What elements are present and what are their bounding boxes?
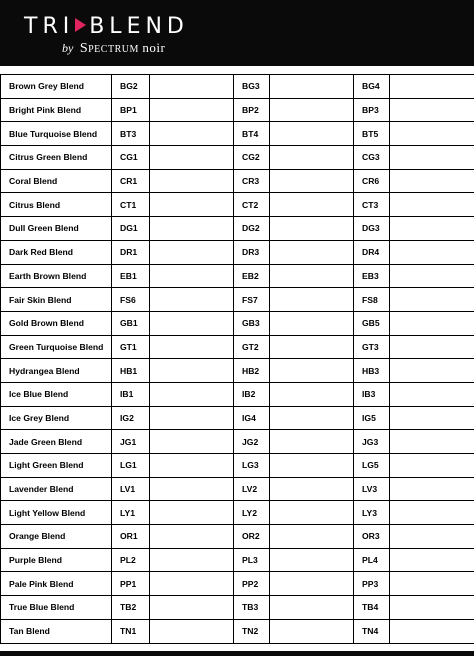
swatch-cell [150,311,234,335]
swatch-cell [270,193,354,217]
table-row [1,122,474,146]
code-cell: DG1 [112,217,150,241]
swatch-cell [150,477,234,501]
code-cell: EB1 [112,264,150,288]
blend-name-cell: Purple Blend [1,548,112,572]
code-cell: DR4 [354,240,390,264]
table-row [1,382,474,406]
swatch-cell [390,217,474,241]
bottom-bar [0,651,474,656]
swatch-cell [270,525,354,549]
table-row [1,288,474,312]
byline-maker: Spectrum [79,41,139,56]
code-cell: JG1 [112,430,150,454]
blend-name-cell: Earth Brown Blend [1,264,112,288]
swatch-cell [390,619,474,643]
swatch-cell [270,75,354,99]
code-cell: CT3 [354,193,390,217]
table-row [1,264,474,288]
table-row [1,193,474,217]
code-cell: HB3 [354,359,390,383]
swatch-cell [270,501,354,525]
swatch-cell [270,430,354,454]
swatch-cell [390,406,474,430]
swatch-cell [150,193,234,217]
table-row [1,240,474,264]
table-row [1,217,474,241]
table-row [1,596,474,620]
swatch-cell [150,98,234,122]
swatch-cell [150,288,234,312]
code-cell: DR1 [112,240,150,264]
blend-name-cell: Orange Blend [1,525,112,549]
swatch-cell [150,359,234,383]
swatch-cell [150,122,234,146]
code-cell: GT1 [112,335,150,359]
blend-name-cell: Ice Blue Blend [1,382,112,406]
table-row [1,311,474,335]
swatch-cell [150,217,234,241]
swatch-cell [390,596,474,620]
table-row [1,169,474,193]
code-cell: PL2 [112,548,150,572]
code-cell: IB2 [234,382,270,406]
swatch-cell [270,264,354,288]
swatch-cell [150,596,234,620]
code-cell: TN2 [234,619,270,643]
swatch-cell [150,264,234,288]
swatch-cell [150,146,234,170]
code-cell: BP3 [354,98,390,122]
blend-name-cell: Dark Red Blend [1,240,112,264]
code-cell: GT3 [354,335,390,359]
swatch-cell [150,382,234,406]
code-cell: BT5 [354,122,390,146]
code-cell: IB1 [112,382,150,406]
swatch-cell [270,477,354,501]
code-cell: TB4 [354,596,390,620]
swatch-cell [270,596,354,620]
table-row [1,335,474,359]
code-cell: CG2 [234,146,270,170]
code-cell: PP2 [234,572,270,596]
swatch-cell [150,430,234,454]
code-cell: TN4 [354,619,390,643]
table-row [1,477,474,501]
byline-maker-suffix: noir [142,40,166,55]
blend-name-cell: True Blue Blend [1,596,112,620]
blend-name-cell: Hydrangea Blend [1,359,112,383]
swatch-cell [270,548,354,572]
code-cell: LG1 [112,454,150,478]
code-cell: DR3 [234,240,270,264]
swatch-cell [390,525,474,549]
code-cell: CG3 [354,146,390,170]
code-cell: OR1 [112,525,150,549]
code-cell: CT1 [112,193,150,217]
code-cell: BT3 [112,122,150,146]
code-cell: BG2 [112,75,150,99]
swatch-cell [270,454,354,478]
code-cell: IB3 [354,382,390,406]
code-cell: DG3 [354,217,390,241]
code-cell: FS8 [354,288,390,312]
table-row [1,619,474,643]
swatch-cell [150,572,234,596]
code-cell: FS7 [234,288,270,312]
play-triangle-icon [75,18,86,32]
byline-by: by [62,41,74,55]
swatch-cell [390,98,474,122]
code-cell: PL3 [234,548,270,572]
code-cell: PL4 [354,548,390,572]
swatch-cell [270,169,354,193]
code-cell: EB2 [234,264,270,288]
swatch-cell [390,122,474,146]
swatch-cell [390,193,474,217]
brand-byline [62,40,165,57]
swatch-cell [390,359,474,383]
code-cell: HB2 [234,359,270,383]
swatch-cell [390,288,474,312]
code-cell: OR3 [354,525,390,549]
table-row [1,430,474,454]
blend-name-cell: Brown Grey Blend [1,75,112,99]
code-cell: GB1 [112,311,150,335]
swatch-cell [270,217,354,241]
swatch-cell [270,406,354,430]
blend-name-cell: Citrus Green Blend [1,146,112,170]
blend-name-cell: Light Green Blend [1,454,112,478]
swatch-cell [270,572,354,596]
swatch-cell [150,75,234,99]
code-cell: DG2 [234,217,270,241]
table-row [1,548,474,572]
code-cell: IG5 [354,406,390,430]
code-cell: HB1 [112,359,150,383]
swatch-cell [390,572,474,596]
swatch-cell [270,240,354,264]
swatch-cell [270,359,354,383]
code-cell: CT2 [234,193,270,217]
code-cell: IG2 [112,406,150,430]
code-cell: GB3 [234,311,270,335]
swatch-cell [390,146,474,170]
code-cell: CG1 [112,146,150,170]
table-row [1,501,474,525]
code-cell: BG3 [234,75,270,99]
swatch-cell [150,454,234,478]
code-cell: PP3 [354,572,390,596]
header-banner [0,0,474,66]
code-cell: GB5 [354,311,390,335]
code-cell: LV2 [234,477,270,501]
swatch-cell [150,525,234,549]
swatch-cell [150,548,234,572]
blend-table-body [1,75,474,644]
blend-name-cell: Dull Green Blend [1,217,112,241]
swatch-cell [390,75,474,99]
code-cell: CR1 [112,169,150,193]
swatch-cell [390,264,474,288]
swatch-cell [270,146,354,170]
code-cell: LY3 [354,501,390,525]
code-cell: TN1 [112,619,150,643]
code-cell: CR6 [354,169,390,193]
blend-table [0,74,474,644]
swatch-cell [390,477,474,501]
code-cell: IG4 [234,406,270,430]
swatch-cell [270,122,354,146]
swatch-cell [150,406,234,430]
code-cell: LG3 [234,454,270,478]
code-cell: TB2 [112,596,150,620]
code-cell: BP2 [234,98,270,122]
table-row [1,359,474,383]
swatch-cell [270,311,354,335]
blend-name-cell: Gold Brown Blend [1,311,112,335]
swatch-cell [390,169,474,193]
table-row [1,146,474,170]
swatch-cell [390,240,474,264]
code-cell: JG2 [234,430,270,454]
brand-logo-tri: TRI [24,14,75,39]
brand-logo-blend: BLEND [89,14,189,39]
blend-name-cell: Blue Turquoise Blend [1,122,112,146]
brand-logo [24,16,189,38]
swatch-cell [150,169,234,193]
swatch-cell [270,382,354,406]
swatch-cell [390,501,474,525]
code-cell: BG4 [354,75,390,99]
code-cell: LV3 [354,477,390,501]
code-cell: TB3 [234,596,270,620]
swatch-cell [270,619,354,643]
blend-name-cell: Tan Blend [1,619,112,643]
code-cell: LY2 [234,501,270,525]
blend-name-cell: Citrus Blend [1,193,112,217]
swatch-cell [390,430,474,454]
swatch-cell [150,501,234,525]
code-cell: LV1 [112,477,150,501]
table-row [1,98,474,122]
table-row [1,75,474,99]
code-cell: PP1 [112,572,150,596]
table-row [1,454,474,478]
blend-name-cell: Light Yellow Blend [1,501,112,525]
blend-name-cell: Fair Skin Blend [1,288,112,312]
blend-name-cell: Jade Green Blend [1,430,112,454]
swatch-cell [150,240,234,264]
code-cell: GT2 [234,335,270,359]
code-cell: BT4 [234,122,270,146]
swatch-cell [390,335,474,359]
blend-name-cell: Bright Pink Blend [1,98,112,122]
blend-name-cell: Ice Grey Blend [1,406,112,430]
swatch-cell [150,335,234,359]
blend-name-cell: Pale Pink Blend [1,572,112,596]
swatch-cell [390,548,474,572]
table-row [1,525,474,549]
code-cell: EB3 [354,264,390,288]
blend-name-cell: Green Turquoise Blend [1,335,112,359]
blend-name-cell: Lavender Blend [1,477,112,501]
table-row [1,406,474,430]
code-cell: FS6 [112,288,150,312]
code-cell: OR2 [234,525,270,549]
blend-name-cell: Coral Blend [1,169,112,193]
swatch-cell [270,335,354,359]
swatch-cell [270,288,354,312]
swatch-cell [390,454,474,478]
swatch-cell [390,311,474,335]
code-cell: CR3 [234,169,270,193]
code-cell: JG3 [354,430,390,454]
code-cell: LG5 [354,454,390,478]
code-cell: LY1 [112,501,150,525]
table-row [1,572,474,596]
swatch-cell [150,619,234,643]
code-cell: BP1 [112,98,150,122]
swatch-cell [270,98,354,122]
swatch-cell [390,382,474,406]
